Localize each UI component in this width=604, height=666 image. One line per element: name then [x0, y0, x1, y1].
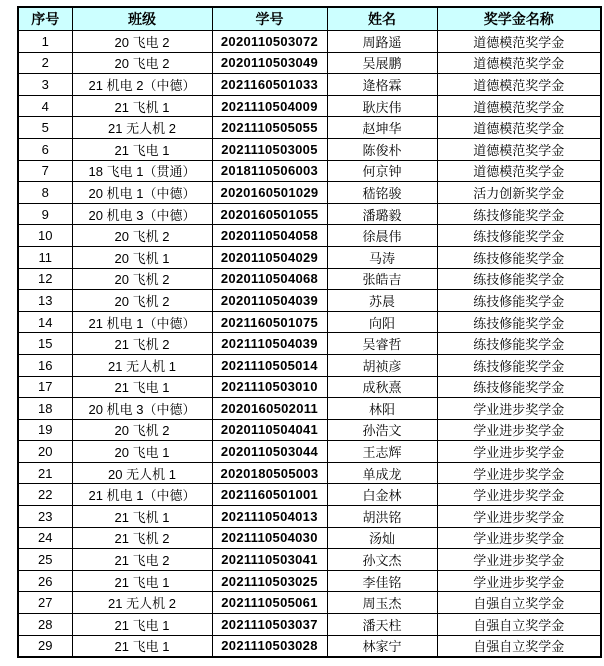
cell-class: 20 机电 3（中德）	[72, 398, 212, 420]
cell-no: 14	[18, 311, 72, 333]
cell-class: 20 机电 3（中德）	[72, 203, 212, 225]
cell-scholarship: 学业进步奖学金	[437, 506, 601, 528]
cell-student-id: 2020180505003	[212, 462, 327, 484]
cell-student-id: 2021110504039	[212, 333, 327, 355]
cell-class: 20 飞机 2	[72, 268, 212, 290]
cell-name: 徐晨伟	[327, 225, 437, 247]
cell-class: 20 飞机 2	[72, 225, 212, 247]
cell-name: 成秋熹	[327, 376, 437, 398]
cell-class: 21 无人机 2	[72, 592, 212, 614]
cell-student-id: 2021110503010	[212, 376, 327, 398]
table-row	[18, 635, 601, 657]
cell-student-id: 2021160501033	[212, 74, 327, 96]
cell-class: 21 飞电 1	[72, 614, 212, 636]
cell-scholarship: 自强自立奖学金	[437, 592, 601, 614]
cell-no: 25	[18, 549, 72, 571]
cell-no: 11	[18, 246, 72, 268]
table-row	[18, 376, 601, 398]
cell-name: 嵇铭骏	[327, 182, 437, 204]
cell-no: 22	[18, 484, 72, 506]
cell-student-id: 2020110504041	[212, 419, 327, 441]
table-row	[18, 311, 601, 333]
cell-no: 27	[18, 592, 72, 614]
cell-student-id: 2020110504068	[212, 268, 327, 290]
cell-no: 3	[18, 74, 72, 96]
table-row	[18, 182, 601, 204]
cell-class: 20 飞电 1	[72, 441, 212, 463]
cell-student-id: 2021110505055	[212, 117, 327, 139]
cell-scholarship: 练技修能奖学金	[437, 268, 601, 290]
table-row	[18, 203, 601, 225]
table-row	[18, 74, 601, 96]
cell-class: 20 飞机 1	[72, 246, 212, 268]
column-header-no: 序号	[18, 7, 72, 31]
cell-scholarship: 道德模范奖学金	[437, 160, 601, 182]
cell-student-id: 2021110505061	[212, 592, 327, 614]
cell-scholarship: 学业进步奖学金	[437, 570, 601, 592]
table-row	[18, 570, 601, 592]
cell-student-id: 2021110503005	[212, 138, 327, 160]
cell-name: 胡祯彦	[327, 354, 437, 376]
cell-student-id: 2021110504013	[212, 506, 327, 528]
scholarship-table	[17, 6, 602, 658]
cell-class: 21 飞机 2	[72, 333, 212, 355]
cell-name: 周玉杰	[327, 592, 437, 614]
cell-name: 林阳	[327, 398, 437, 420]
cell-name: 苏晨	[327, 290, 437, 312]
cell-name: 潘璐毅	[327, 203, 437, 225]
table-row	[18, 268, 601, 290]
cell-class: 21 无人机 2	[72, 117, 212, 139]
table-row	[18, 31, 601, 53]
cell-class: 20 机电 1（中德）	[72, 182, 212, 204]
cell-student-id: 2021160501075	[212, 311, 327, 333]
cell-no: 9	[18, 203, 72, 225]
cell-class: 21 飞电 1	[72, 570, 212, 592]
table-row	[18, 333, 601, 355]
cell-scholarship: 学业进步奖学金	[437, 549, 601, 571]
cell-scholarship: 练技修能奖学金	[437, 376, 601, 398]
table-row	[18, 462, 601, 484]
cell-scholarship: 道德模范奖学金	[437, 138, 601, 160]
cell-no: 1	[18, 31, 72, 53]
column-header-student-id: 学号	[212, 7, 327, 31]
table-row	[18, 592, 601, 614]
cell-scholarship: 自强自立奖学金	[437, 635, 601, 657]
cell-scholarship: 道德模范奖学金	[437, 52, 601, 74]
cell-no: 4	[18, 95, 72, 117]
cell-class: 21 飞机 2	[72, 527, 212, 549]
cell-student-id: 2021110503028	[212, 635, 327, 657]
cell-student-id: 2020110503044	[212, 441, 327, 463]
cell-student-id: 2020110504058	[212, 225, 327, 247]
cell-scholarship: 练技修能奖学金	[437, 290, 601, 312]
cell-scholarship: 活力创新奖学金	[437, 182, 601, 204]
cell-name: 周路遥	[327, 31, 437, 53]
cell-class: 21 飞电 1	[72, 635, 212, 657]
cell-name: 汤灿	[327, 527, 437, 549]
cell-student-id: 2020160502011	[212, 398, 327, 420]
cell-name: 潘天柱	[327, 614, 437, 636]
cell-student-id: 2020160501055	[212, 203, 327, 225]
cell-scholarship: 练技修能奖学金	[437, 246, 601, 268]
cell-class: 20 飞电 2	[72, 52, 212, 74]
cell-no: 19	[18, 419, 72, 441]
cell-name: 白金林	[327, 484, 437, 506]
table-row	[18, 506, 601, 528]
cell-no: 23	[18, 506, 72, 528]
cell-class: 21 飞机 1	[72, 95, 212, 117]
cell-name: 向阳	[327, 311, 437, 333]
cell-student-id: 2021110503025	[212, 570, 327, 592]
cell-scholarship: 学业进步奖学金	[437, 462, 601, 484]
cell-name: 逄格霖	[327, 74, 437, 96]
table-row	[18, 160, 601, 182]
cell-scholarship: 道德模范奖学金	[437, 95, 601, 117]
cell-student-id: 2020110503072	[212, 31, 327, 53]
table-row	[18, 290, 601, 312]
cell-scholarship: 学业进步奖学金	[437, 527, 601, 549]
cell-student-id: 2021110504030	[212, 527, 327, 549]
cell-name: 胡洪铭	[327, 506, 437, 528]
cell-student-id: 2021110503037	[212, 614, 327, 636]
cell-scholarship: 学业进步奖学金	[437, 419, 601, 441]
cell-class: 20 飞电 2	[72, 31, 212, 53]
table-row	[18, 441, 601, 463]
cell-scholarship: 学业进步奖学金	[437, 398, 601, 420]
table-row	[18, 52, 601, 74]
cell-no: 16	[18, 354, 72, 376]
cell-no: 24	[18, 527, 72, 549]
cell-no: 17	[18, 376, 72, 398]
column-header-class: 班级	[72, 7, 212, 31]
cell-student-id: 2020110504039	[212, 290, 327, 312]
cell-scholarship: 学业进步奖学金	[437, 484, 601, 506]
cell-no: 21	[18, 462, 72, 484]
header-row	[18, 7, 601, 31]
cell-scholarship: 自强自立奖学金	[437, 614, 601, 636]
table-body	[18, 31, 601, 658]
cell-name: 林家宁	[327, 635, 437, 657]
cell-no: 29	[18, 635, 72, 657]
cell-student-id: 2020160501029	[212, 182, 327, 204]
table-row	[18, 419, 601, 441]
cell-no: 20	[18, 441, 72, 463]
cell-name: 耿庆伟	[327, 95, 437, 117]
cell-class: 21 机电 2（中德）	[72, 74, 212, 96]
cell-no: 15	[18, 333, 72, 355]
cell-class: 21 无人机 1	[72, 354, 212, 376]
cell-student-id: 2021160501001	[212, 484, 327, 506]
cell-no: 6	[18, 138, 72, 160]
cell-student-id: 2021110503041	[212, 549, 327, 571]
cell-name: 李佳铭	[327, 570, 437, 592]
cell-class: 21 机电 1（中德）	[72, 311, 212, 333]
table-row	[18, 117, 601, 139]
cell-no: 13	[18, 290, 72, 312]
cell-name: 马涛	[327, 246, 437, 268]
cell-class: 20 飞机 2	[72, 290, 212, 312]
cell-name: 单成龙	[327, 462, 437, 484]
table-row	[18, 354, 601, 376]
cell-no: 10	[18, 225, 72, 247]
table-row	[18, 549, 601, 571]
cell-name: 吴睿哲	[327, 333, 437, 355]
table-row	[18, 138, 601, 160]
cell-class: 20 飞机 2	[72, 419, 212, 441]
cell-scholarship: 道德模范奖学金	[437, 74, 601, 96]
cell-scholarship: 练技修能奖学金	[437, 203, 601, 225]
cell-class: 20 无人机 1	[72, 462, 212, 484]
cell-scholarship: 练技修能奖学金	[437, 354, 601, 376]
cell-name: 何京钟	[327, 160, 437, 182]
cell-name: 赵坤华	[327, 117, 437, 139]
cell-scholarship: 练技修能奖学金	[437, 225, 601, 247]
cell-no: 5	[18, 117, 72, 139]
cell-no: 7	[18, 160, 72, 182]
table-row	[18, 95, 601, 117]
table-row	[18, 614, 601, 636]
cell-class: 21 飞电 2	[72, 549, 212, 571]
cell-class: 21 飞电 1	[72, 138, 212, 160]
cell-name: 孙浩文	[327, 419, 437, 441]
cell-scholarship: 学业进步奖学金	[437, 441, 601, 463]
table-row	[18, 484, 601, 506]
cell-no: 2	[18, 52, 72, 74]
cell-student-id: 2018110506003	[212, 160, 327, 182]
table-row	[18, 246, 601, 268]
cell-no: 28	[18, 614, 72, 636]
cell-no: 12	[18, 268, 72, 290]
cell-class: 21 飞电 1	[72, 376, 212, 398]
cell-no: 8	[18, 182, 72, 204]
cell-name: 张皓吉	[327, 268, 437, 290]
table-row	[18, 398, 601, 420]
cell-name: 陈俊朴	[327, 138, 437, 160]
cell-no: 26	[18, 570, 72, 592]
cell-student-id: 2020110503049	[212, 52, 327, 74]
cell-no: 18	[18, 398, 72, 420]
column-header-scholarship: 奖学金名称	[437, 7, 601, 31]
cell-scholarship: 练技修能奖学金	[437, 333, 601, 355]
column-header-name: 姓名	[327, 7, 437, 31]
cell-name: 孙文杰	[327, 549, 437, 571]
cell-class: 18 飞电 1（贯通）	[72, 160, 212, 182]
table-row	[18, 225, 601, 247]
cell-student-id: 2021110505014	[212, 354, 327, 376]
cell-name: 吴展鹏	[327, 52, 437, 74]
cell-scholarship: 道德模范奖学金	[437, 117, 601, 139]
cell-name: 王志辉	[327, 441, 437, 463]
table-row	[18, 527, 601, 549]
cell-student-id: 2020110504029	[212, 246, 327, 268]
cell-scholarship: 练技修能奖学金	[437, 311, 601, 333]
cell-class: 21 机电 1（中德）	[72, 484, 212, 506]
cell-class: 21 飞机 1	[72, 506, 212, 528]
cell-student-id: 2021110504009	[212, 95, 327, 117]
cell-scholarship: 道德模范奖学金	[437, 31, 601, 53]
